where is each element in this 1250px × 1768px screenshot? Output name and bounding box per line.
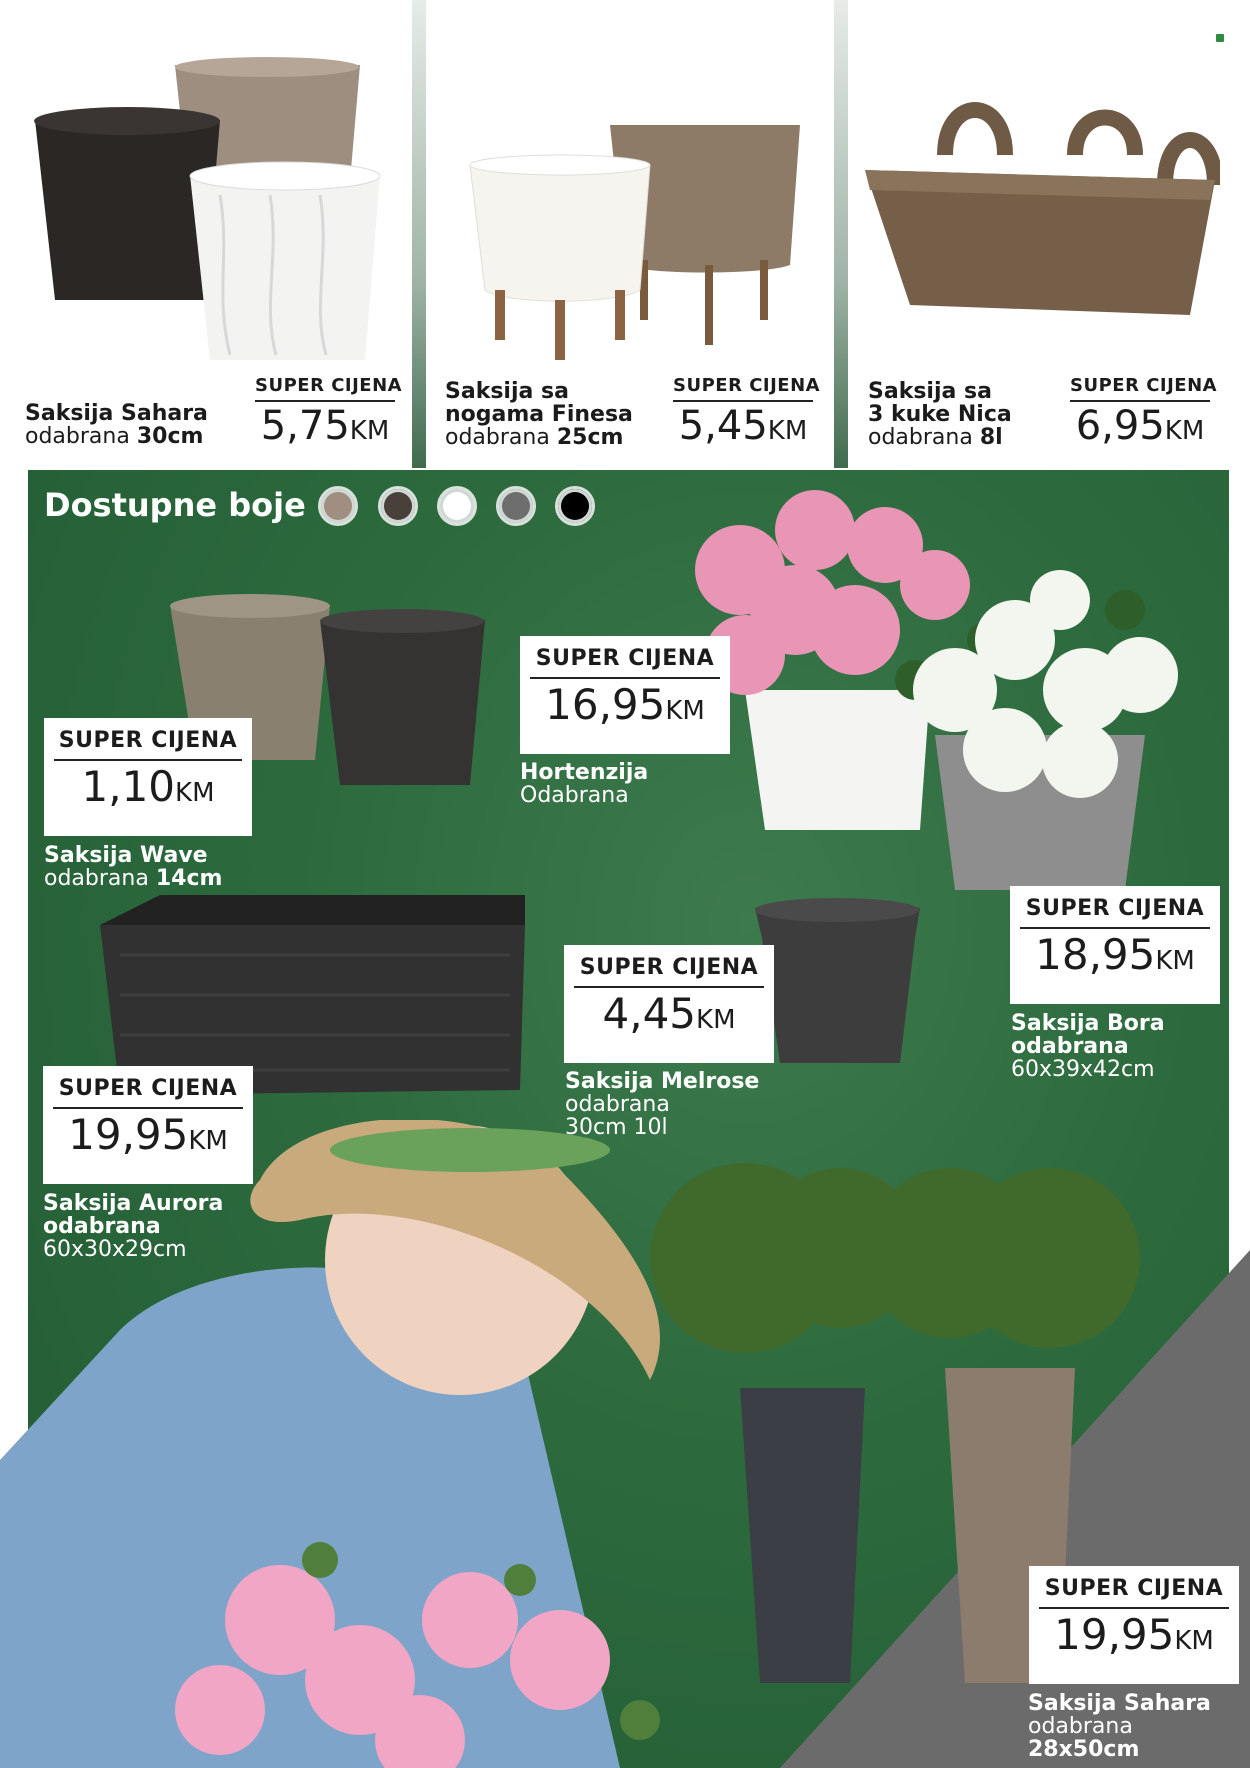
aurora-name: Saksija Aurora odabrana 60x30x29cm [43,1191,224,1262]
finesa-price-tag [673,375,821,455]
price-tag-label: SUPER CIJENA [530,646,720,679]
nica-name-l1: Saksija sa [868,379,992,404]
sahara30-name [25,402,208,448]
color-swatch [378,486,418,526]
finesa-name-l2: nogama Finesa [445,402,633,427]
color-swatch [496,486,536,526]
column-separator [834,0,848,468]
hortenzija-name: Hortenzija Odabrana [520,760,649,808]
finesa-name: Saksija sa nogama Finesa odabrana 25cm [445,379,633,450]
price-value: 6,95KM [1075,403,1205,449]
price-value: 18,95KM [1035,930,1195,979]
price-value: 19,95KM [68,1110,228,1159]
price-tag-label: SUPER CIJENA [255,375,395,402]
price-value: 1,10KM [81,762,215,811]
price-tag-label: SUPER CIJENA [673,375,813,402]
price-value: 4,45KM [602,989,736,1038]
sahara28-price-tag [1029,1566,1239,1684]
available-colors-title: Dostupne boje [44,486,306,524]
sahara30-name-l2b: 30cm [136,424,204,449]
price-tag-label: SUPER CIJENA [1039,1576,1229,1609]
sahara30-name-l2a: odabrana [25,424,137,449]
price-tag-label: SUPER CIJENA [1070,375,1210,402]
melrose-name: Saksija Melrose odabrana 30cm 10l [565,1069,760,1140]
price-value: 19,95KM [1054,1610,1214,1659]
corner-mark [1216,34,1224,42]
nica-name-l2: 3 kuke Nica [868,402,1012,427]
color-swatch [318,486,358,526]
finesa-name-l1: Saksija sa [445,379,569,404]
sahara30-price-tag [255,375,403,455]
bora-name: Saksija Bora odabrana 60x39x42cm [1011,1011,1165,1082]
nica-name: Saksija sa 3 kuke Nica odabrana 8l [868,379,1012,450]
hortenzija-image [685,490,1185,895]
finesa-pots-image [465,115,805,365]
nica-planter-image [865,95,1220,345]
sahara30-name-l1: Saksija Sahara [25,401,208,426]
wave-name: Saksija Wave odabrana 14cm [44,843,223,891]
price-tag-label: SUPER CIJENA [53,1076,243,1109]
price-value: 5,45KM [678,403,808,449]
aurora-price-tag [43,1066,253,1184]
price-tag-label: SUPER CIJENA [54,728,242,761]
color-swatch [555,486,595,526]
sahara28-name: Saksija Sahara odabrana 28x50cm [1028,1691,1211,1762]
color-swatch [437,486,477,526]
column-separator [412,0,426,468]
price-tag-label: SUPER CIJENA [574,955,764,988]
wave-price-tag [44,718,252,836]
price-value: 16,95KM [545,680,705,729]
bora-price-tag [1010,886,1220,1004]
hortenzija-price-tag [520,636,730,754]
nica-price-tag [1070,375,1218,455]
melrose-pot-image [750,898,925,1070]
sahara-pots-image [30,55,385,365]
price-value: 5,75KM [260,403,390,449]
price-tag-label: SUPER CIJENA [1020,896,1210,929]
melrose-price-tag [564,945,774,1063]
